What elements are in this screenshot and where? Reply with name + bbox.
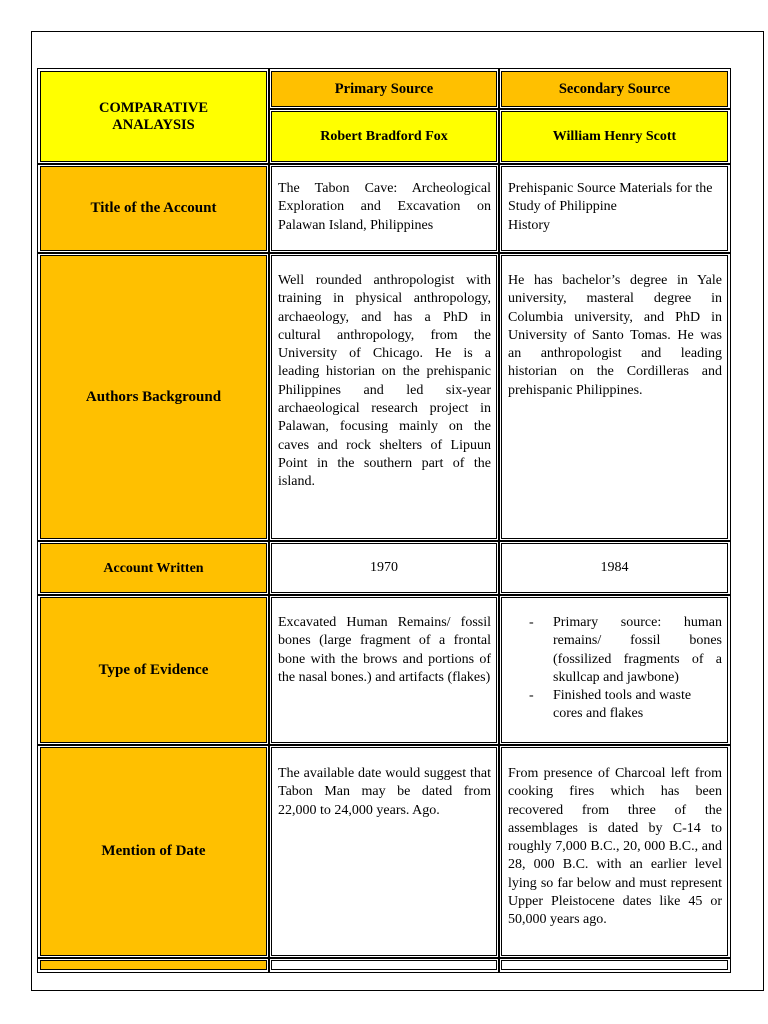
date-row-label-cell [40,747,267,956]
background-secondary-text: He has bachelor’s degree in Yale university, masteral degree in Columbia university, and PhD in University of Santo Tomas. He was an anthropologist and leading historian on the Cordilleras and prehispanic Philippines. [508,273,722,398]
title-row-label-cell [40,166,267,251]
secondary-source-label: Secondary Source [558,80,671,97]
trailing-secondary-cell [501,960,728,970]
written-secondary-cell [501,543,728,593]
comparative-analysis-heading: COMPARATIVE ANALAYSIS [98,99,208,133]
date-primary-text: The available date would suggest that Tabon Man may be dated from 22,000 to 24,000 years. Ago. [278,766,491,818]
date-row-label: Mention of Date [101,843,206,859]
secondary-author-cell [501,111,728,162]
title-primary-text: The Tabon Cave: Archeological Exploration and Excavation on Palawan Island, Philippines [278,181,491,233]
primary-author-cell [271,111,497,162]
evidence-secondary-cell [501,597,728,743]
title-secondary-cell [501,166,728,251]
primary-source-header [271,71,497,107]
list-item: - Primary source: human remains/ fossil bones (fossilized fragments of a skullcap and jawbone) [508,614,722,687]
secondary-source-header [501,71,728,107]
background-primary-text: Well rounded anthropologist with training in physical anthropology, archaeology, and has a PhD in cultural anthropology, from the University of Chicago. He is a leading historian on the prehispanic Philippines and led six-year archaeological research project in Palawan, focusing mainly on the caves and rock shelters of Lipuun Point in the southern part of the island. [278,273,491,490]
title-row-label: Title of the Account [90,200,217,216]
primary-source-label: Primary Source [334,80,434,97]
written-row-label-cell [40,543,267,593]
date-primary-cell [271,747,497,956]
background-primary-cell [271,255,497,539]
written-primary-year: 1970 [370,560,398,575]
evidence-secondary-list [508,614,722,724]
list-item: - Finished tools and waste cores and flakes [508,687,722,724]
date-secondary-cell [501,747,728,956]
evidence-row-label: Type of Evidence [98,661,209,678]
secondary-author-name: William Henry Scott [552,128,677,144]
title-secondary-text-line1: Prehispanic Source Materials for the Study of Philippine [508,181,713,215]
evidence-row-label-cell [40,597,267,743]
corner-header-cell [40,71,267,162]
written-row-label: Account Written [103,560,204,576]
trailing-label-cell [40,960,267,970]
written-primary-cell [271,543,497,593]
trailing-primary-cell [271,960,497,970]
background-row-label-cell [40,255,267,539]
background-row-label: Authors Background [85,388,222,405]
evidence-primary-text: Excavated Human Remains/ fossil bones (large fragment of a frontal bone with the brows and portions of the nasal bones.) and artifacts (flakes) [278,615,491,685]
title-secondary-text-line2: History [508,217,550,233]
background-secondary-cell [501,255,728,539]
title-primary-cell [271,166,497,251]
written-secondary-year: 1984 [600,560,629,575]
evidence-primary-cell [271,597,497,743]
primary-author-name: Robert Bradford Fox [320,128,448,144]
date-secondary-text: From presence of Charcoal left from cooking fires which has been recovered from three of the assemblages is dated by C-14 to roughly 7,000 B.C., 20, 000 B.C., and 28, 000 B.C. with an earlier level lying so far below and must represent Upper Pleistocene dates like 45 or 50,000 years ago. [508,766,722,928]
